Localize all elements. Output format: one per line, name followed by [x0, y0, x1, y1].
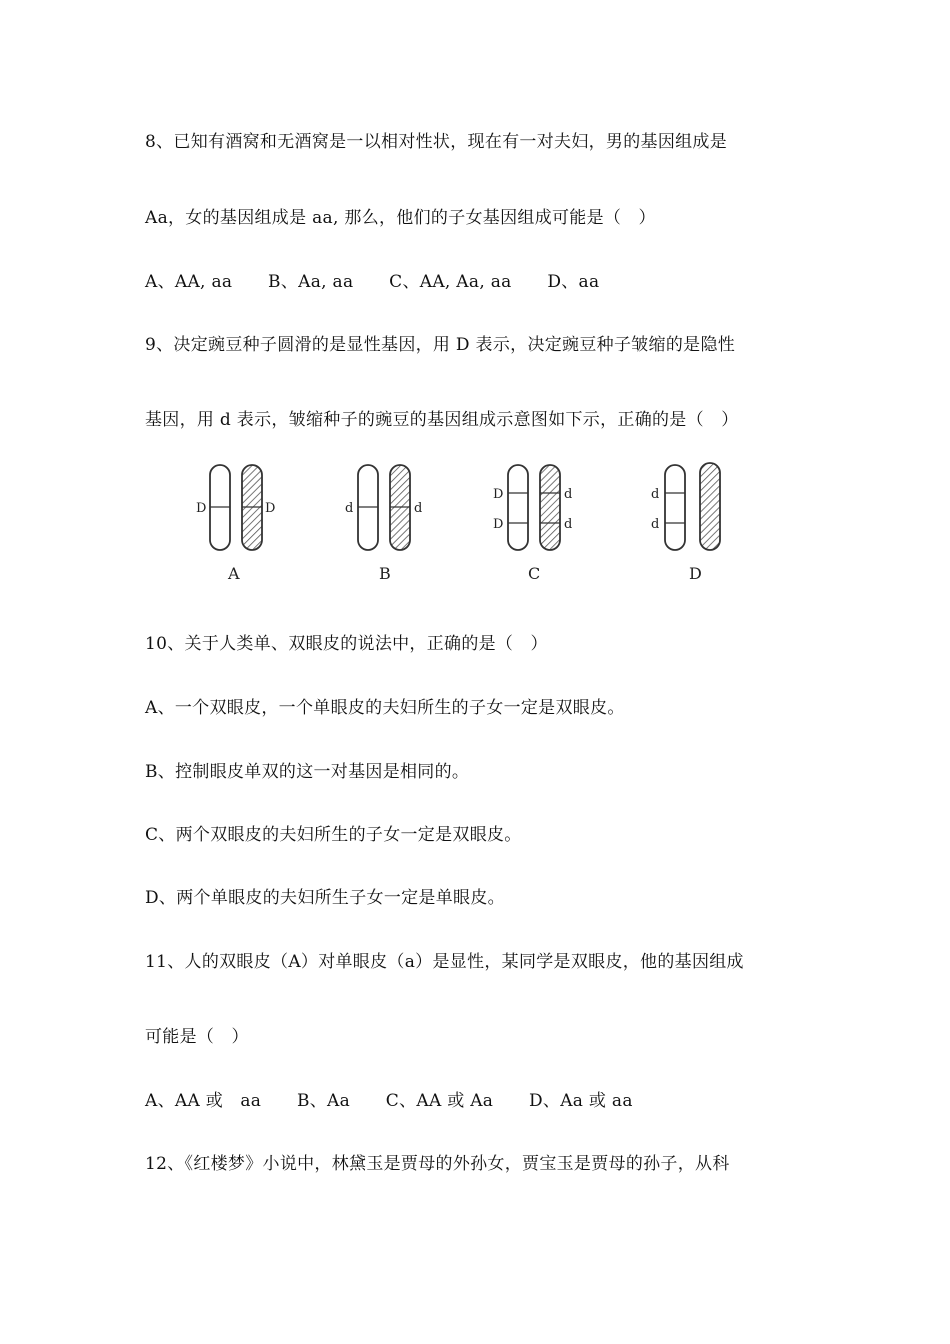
- q8-line1: 8、已知有酒窝和无酒窝是一以相对性状，现在有一对夫妇，男的基因组成是: [145, 132, 728, 152]
- gene-label: D: [493, 517, 504, 532]
- chromosome-left: [508, 465, 528, 550]
- q11-option-a: A、AA 或 aa: [145, 1091, 262, 1111]
- q11-option-c: C、AA 或 Aa: [385, 1091, 494, 1111]
- q8-options: [145, 270, 629, 294]
- q10-option-c: C、两个双眼皮的夫妇所生的子女一定是双眼皮。: [145, 825, 522, 845]
- figure-panel-b: [345, 465, 422, 583]
- q11-line2: 可能是（ ）: [145, 1027, 249, 1047]
- gene-label: d: [564, 487, 573, 502]
- figure-label-d: D: [689, 564, 702, 583]
- q11-line1: 11、人的双眼皮（A）对单眼皮（a）是显性，某同学是双眼皮，他的基因组成: [145, 952, 744, 972]
- q11-option-b: B、Aa: [296, 1091, 351, 1111]
- chromosome-left: [665, 465, 685, 550]
- q11-option-d: D、Aa 或 aa: [528, 1091, 633, 1111]
- figure-label-c: C: [528, 564, 541, 583]
- gene-label: D: [493, 487, 504, 502]
- q12-line1: 12、《红楼梦》小说中，林黛玉是贾母的外孙女，贾宝玉是贾母的孙子，从科: [145, 1154, 730, 1174]
- chromosome-right: [540, 465, 560, 550]
- gene-label: d: [651, 517, 660, 532]
- q8-line2: Aa，女的基因组成是 aa, 那么，他们的子女基因组成可能是（ ）: [145, 208, 656, 228]
- chromosome-right: [700, 463, 720, 550]
- gene-label: d: [651, 487, 660, 502]
- figure-panel-d: [651, 463, 720, 583]
- q8-option-d: D、aa: [547, 272, 600, 292]
- chromosome-figure: [170, 455, 770, 590]
- q11-options: [145, 1089, 663, 1113]
- gene-label: d: [345, 501, 354, 516]
- q8-option-c: C、AA, Aa, aa: [389, 272, 512, 292]
- q10-line1: 10、关于人类单、双眼皮的说法中，正确的是（ ）: [145, 634, 548, 654]
- q10-option-a: A、一个双眼皮，一个单眼皮的夫妇所生的子女一定是双眼皮。: [145, 698, 625, 718]
- gene-label: D: [265, 501, 276, 516]
- gene-label: d: [414, 501, 423, 516]
- q10-option-d: D、两个单眼皮的夫妇所生子女一定是单眼皮。: [145, 888, 505, 908]
- q9-line1: 9、决定豌豆种子圆滑的是显性基因，用 D 表示，决定豌豆种子皱缩的是隐性: [145, 335, 736, 355]
- figure-label-a: A: [228, 564, 240, 583]
- gene-label: D: [196, 501, 207, 516]
- figure-panel-c: [493, 465, 572, 583]
- q10-option-b: B、控制眼皮单双的这一对基因是相同的。: [145, 762, 470, 782]
- q8-option-b: B、Aa, aa: [268, 272, 354, 292]
- q8-option-a: A、AA, aa: [145, 272, 233, 292]
- q9-line2: 基因，用 d 表示，皱缩种子的豌豆的基因组成示意图如下示，正确的是（ ）: [145, 410, 739, 430]
- figure-label-b: B: [379, 564, 391, 583]
- gene-label: d: [564, 517, 573, 532]
- figure-panel-a: [196, 465, 275, 583]
